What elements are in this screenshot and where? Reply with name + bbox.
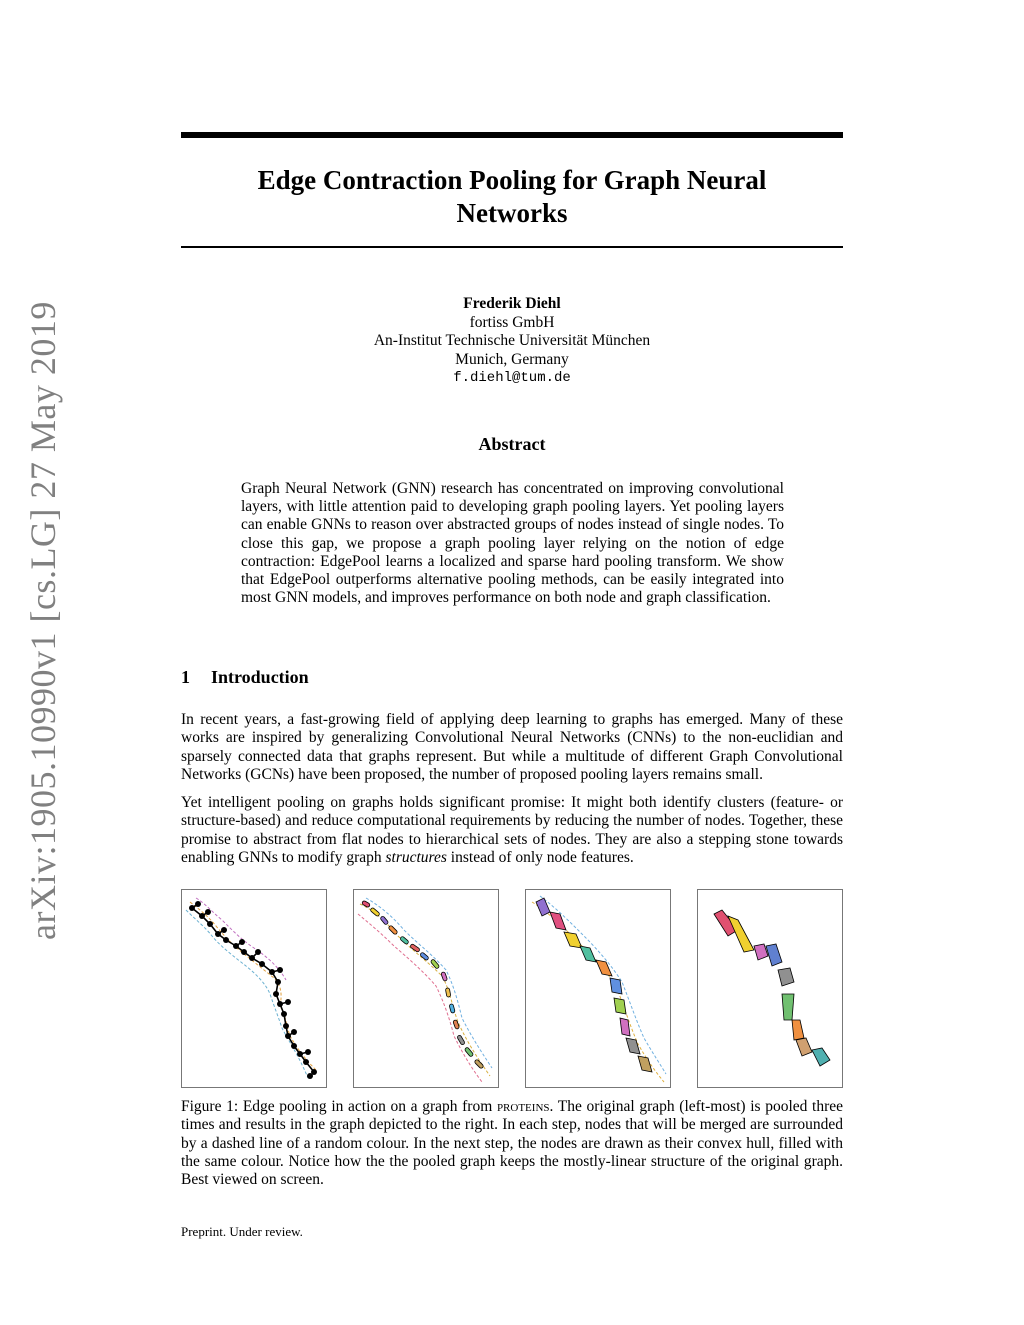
author-block <box>181 295 843 388</box>
figure-panel-original-graph <box>181 889 327 1088</box>
pooled-step-3-drawing <box>698 890 842 1087</box>
figure-panel-pooled-step-2 <box>525 889 671 1088</box>
author-name: Frederik Diehl <box>463 295 561 312</box>
section-heading <box>181 667 309 688</box>
footer-note: Preprint. Under review. <box>181 1224 303 1239</box>
author-affiliation-2: An-Institut Technische Universität München <box>373 332 651 349</box>
paper-title <box>181 164 843 230</box>
figure-panel-pooled-step-3 <box>697 889 843 1088</box>
intro-paragraph-2 <box>181 794 843 867</box>
intro-p2-text-b: instead of only node features. <box>446 848 634 866</box>
author-affiliation-1: fortiss GmbH <box>469 313 555 331</box>
section-title: Introduction <box>211 667 309 687</box>
pooled-step-1-drawing <box>354 890 498 1087</box>
intro-paragraph-1: In recent years, a fast-growing field of applying deep learning to graphs has emerged. Many of these works are inspired by generalizing Convolutional Neural Networks (CNNs) to the non-euclidian and sparsely connected data that graphs represent. But while a multitude of different Graph Convolutional Networks (GCNs) have been proposed, the number of proposed pooling layers remains small. <box>181 711 843 783</box>
author-location: Munich, Germany <box>455 350 569 368</box>
arxiv-identifier: arXiv:1905.10990v1 [cs.LG] 27 May 2019 <box>23 301 63 940</box>
intro-p2-text-a: Yet intelligent pooling on graphs holds significant promise: It might both identify clusters (feature- or structure-based) and reduce computational requirements by reducing the number of nodes. Together, these promise to abstract from flat nodes to hierarchical sets of nodes. They are also a stepping stone towards enabling GNNs to modify graph <box>181 794 843 866</box>
title-line-1: Edge Contraction Pooling for Graph Neural <box>257 165 767 195</box>
abstract-text: Graph Neural Network (GNN) research has concentrated on improving convolutional layers, with little attention paid to developing graph pooling layers. Yet pooling layers can enable GNNs to reason over abstracted groups of nodes instead of single nodes. To close this gap, we propose a graph pooling layer relying on the notion of edge contraction: EdgePool learns a localized and sparse hard pooling transform. We show that EdgePool outperforms alternative pooling methods, can be easily integrated into most GNN models, and improves performance on both node and graph classification. <box>241 480 784 607</box>
title-line-2: Networks <box>456 198 568 228</box>
caption-text-b: . The original graph (left-most) is pooled three times and results in the graph depicted to the right. In each step, nodes that will be merged are surrounded by a dashed line of a random colour. In the next step, the nodes are drawn as their convex hull, filled with the same colour. Notice how the the pooled graph keeps the mostly-linear structure of the original graph. Best viewed on screen. <box>181 1098 844 1189</box>
figure-panel-pooled-step-1 <box>353 889 499 1088</box>
caption-dataset-name: proteins <box>496 1098 550 1115</box>
author-email[interactable]: f.diehl@tum.de <box>453 370 571 386</box>
intro-p2-emphasis: structures <box>385 848 447 866</box>
caption-text-a: Figure 1: Edge pooling in action on a graph from <box>181 1098 497 1115</box>
figure-caption <box>181 1098 843 1189</box>
section-number: 1 <box>181 667 190 687</box>
abstract-heading: Abstract <box>478 434 546 454</box>
title-top-rule <box>181 132 843 138</box>
pooled-step-2-drawing <box>526 890 670 1087</box>
original-graph-drawing <box>182 890 326 1087</box>
title-bottom-rule <box>181 246 843 248</box>
